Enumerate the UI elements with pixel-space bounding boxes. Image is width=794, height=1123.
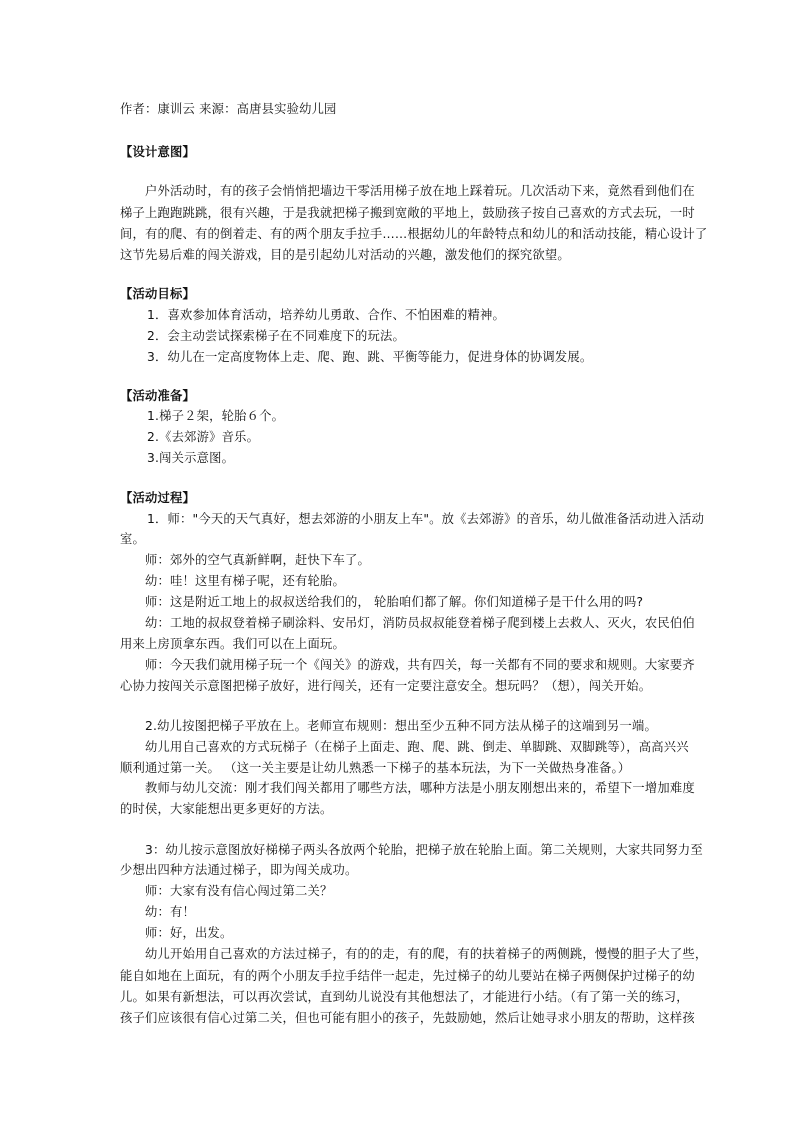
paragraph-line: 间，有的爬、有的倒着走、有的两个朋友手拉手……根据幼儿的年龄特点和幼儿的和活动技能，精心设计了	[120, 227, 708, 241]
paragraph-line: 的时侯，大家能想出更多更好的方法。	[120, 802, 333, 816]
paragraph-line: 心协力按闯关示意图把梯子放好，进行闯关，还有一定要注意安全。想玩吗？（想），闯关开始。	[120, 679, 652, 693]
section-heading-goals: 【活动目标】	[120, 287, 195, 301]
paragraph-line: 幼儿开始用自己喜欢的方法过梯子，有的的走，有的爬，有的扶着梯子的两侧跳，慢慢的胆子大了些，	[145, 947, 708, 961]
list-item: 1.梯子２架，轮胎６个。	[147, 409, 285, 423]
section-heading-process: 【活动过程】	[120, 491, 195, 505]
paragraph-line: 用来上房顶拿东西。我们可以在上面玩。	[120, 637, 345, 651]
paragraph-line: 能自如地在上面玩，有的两个小朋友手拉手结伴一起走，先过梯子的幼儿要站在梯子两侧保护过梯子的幼	[120, 969, 695, 983]
paragraph-line: 梯子上跑跑跳跳，很有兴趣，于是我就把梯子搬到宽敞的平地上，鼓励孩子按自己喜欢的方式去玩，一时	[120, 206, 695, 220]
list-item: 2.《去郊游》音乐。	[147, 430, 260, 444]
dialogue-line: 幼：工地的叔叔登着梯子刷涂料、安吊灯，消防员叔叔能登着梯子爬到楼上去救人、灭火，农民伯伯	[145, 616, 695, 630]
dialogue-line: 师：今天我们就用梯子玩一个《闯关》的游戏，共有四关，每一关都有不同的要求和规则。大家要齐	[145, 658, 695, 672]
paragraph-line: 1．师："今天的天气真好，想去郊游的小朋友上车"。放《去郊游》的音乐，幼儿做准备活动进入活动	[147, 512, 705, 526]
paragraph-line: 户外活动时，有的孩子会悄悄把墙边干零活用梯子放在地上踩着玩。几次活动下来，竟然看到他们在	[145, 184, 695, 198]
list-item: 3.闯关示意图。	[147, 451, 235, 465]
paragraph-line: 室。	[120, 532, 145, 546]
section-heading-design: 【设计意图】	[120, 145, 195, 159]
list-item: 3．幼儿在一定高度物体上走、爬、跑、跳、平衡等能力，促进身体的协调发展。	[147, 350, 593, 364]
paragraph-line: 这节先易后难的闯关游戏，目的是引起幼儿对活动的兴趣，激发他们的探究欲望。	[120, 248, 570, 262]
paragraph-line: 2.幼儿按图把梯子平放在上。老师宣布规则：想出至少五种不同方法从梯子的这端到另一端。	[145, 719, 658, 733]
dialogue-line: 师：郊外的空气真新鲜啊，赶快下车了。	[145, 553, 370, 567]
dialogue-line: 师：好，出发。	[145, 926, 233, 940]
dialogue-line: 幼：哇！这里有梯子呢，还有轮胎。	[145, 574, 345, 588]
dialogue-line: 师：这是附近工地上的叔叔送给我们的， 轮胎咱们都了解。你们知道梯子是干什么用的吗?	[145, 595, 644, 609]
paragraph-line: 幼儿用自己喜欢的方式玩梯子（在梯子上面走、跑、爬、跳、倒走、单脚跳、双脚跳等），高高兴兴	[145, 740, 689, 754]
paragraph-line: 顺利通过第一关。 （这一关主要是让幼儿熟悉一下梯子的基本玩法，为下一关做热身准备。）	[120, 761, 631, 775]
dialogue-line: 幼：有！	[145, 905, 195, 919]
paragraph-line: 儿。如果有新想法，可以再次尝试，直到幼儿说没有其他想法了，才能进行小结。（有了第一关的练习，	[120, 990, 689, 1004]
paragraph-line: 3：幼儿按示意图放好梯梯子两头各放两个轮胎，把梯子放在轮胎上面。第二关规则，大家共同努力至	[145, 843, 703, 857]
section-heading-preparation: 【活动准备】	[120, 389, 195, 403]
paragraph-line: 孩子们应该很有信心过第二关，但也可能有胆小的孩子，先鼓励她，然后让她寻求小朋友的帮助，这样孩	[120, 1011, 695, 1025]
paragraph-line: 教师与幼儿交流：刚才我们闯关都用了哪些方法，哪种方法是小朋友刚想出来的，希望下一增加难度	[145, 781, 695, 795]
list-item: 1．喜欢参加体育活动，培养幼儿勇敢、合作、不怕困难的精神。	[147, 308, 505, 322]
dialogue-line: 师：大家有没有信心闯过第二关？	[145, 884, 333, 898]
author-line: 作者：康训云 来源：高唐县实验幼儿园	[120, 102, 337, 116]
list-item: 2．会主动尝试探索梯子在不同难度下的玩法。	[147, 329, 405, 343]
paragraph-line: 少想出四种方法通过梯子，即为闯关成功。	[120, 863, 358, 877]
